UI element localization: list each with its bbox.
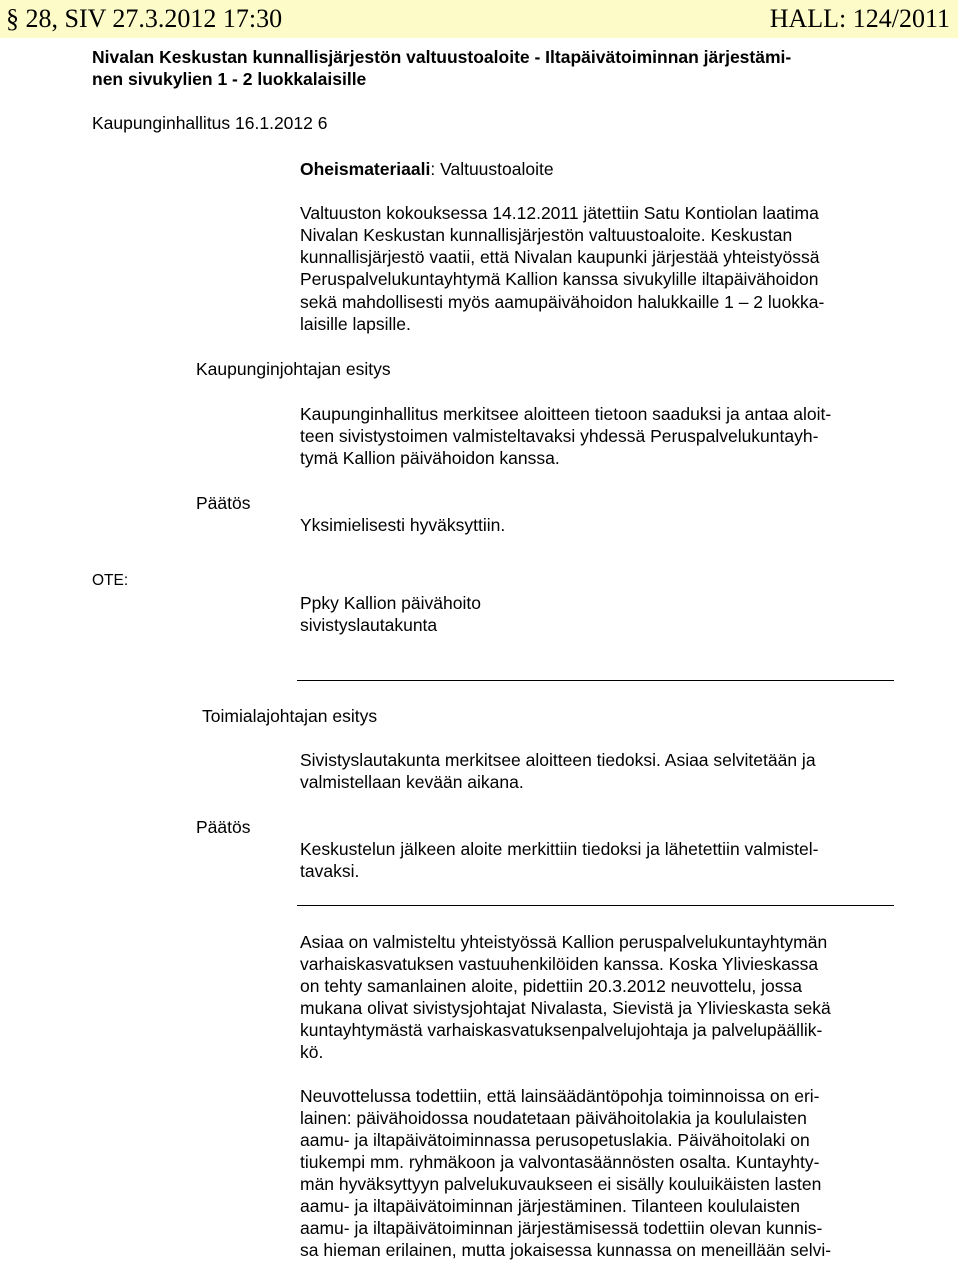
paragraph-line: aamu- ja iltapäivätoiminnan järjestäminen. Tilanteen koululaisten bbox=[300, 1196, 801, 1216]
board-reference: Kaupunginhallitus 16.1.2012 6 bbox=[92, 113, 328, 133]
section-heading bbox=[6, 4, 282, 34]
intro-line: Nivalan Keskustan kunnallisjärjestön valtuustoaloite. Keskustan bbox=[300, 225, 793, 245]
intro-line: Valtuuston kokouksessa 14.12.2011 jätettiin Satu Kontiolan laatima bbox=[300, 203, 819, 223]
extract-recipient: sivistyslautakunta bbox=[300, 615, 438, 635]
section-divider bbox=[297, 905, 894, 906]
title-line-1: Nivalan Keskustan kunnallisjärjestön valtuustoaloite - Iltapäivätoiminnan järjestämi- bbox=[92, 47, 792, 67]
extract-recipient: Ppky Kallion päivähoito bbox=[300, 593, 481, 613]
paragraph-line: kuntayhtymästä varhaiskasvatuksenpalvelujohtaja ja palvelupäällik- bbox=[300, 1020, 823, 1040]
paragraph-line: kö. bbox=[300, 1042, 324, 1062]
paragraph-line: varhaiskasvatuksen vastuuhenkilöiden kanssa. Koska Ylivieskassa bbox=[300, 954, 819, 974]
decision-label: Päätös bbox=[196, 493, 251, 513]
decision-label: Päätös bbox=[196, 817, 251, 837]
section-symbol: § bbox=[6, 4, 19, 33]
paragraph-line: mukana olivat sivistysjohtajat Nivalasta, Sievistä ja Ylivieskasta sekä bbox=[300, 998, 831, 1018]
paragraph-line: tiukempi mm. ryhmäkoon ja valvontasäännösten osalta. Kuntayhty- bbox=[300, 1152, 820, 1172]
intro-line: sekä mahdollisesti myös aamupäivähoidon halukkaille 1 – 2 luokka- bbox=[300, 292, 825, 312]
paragraph-line: aamu- ja iltapäivätoiminnassa perusopetuslakia. Päivähoitolaki on bbox=[300, 1130, 810, 1150]
paragraph-line: män hyväksyttyyn palvelukuvaukseen ei sisälly kouluikäisten lasten bbox=[300, 1174, 822, 1194]
paragraph-line: Neuvottelussa todettiin, että lainsäädäntöpohja toiminnoissa on eri- bbox=[300, 1086, 820, 1106]
section-info: 28, SIV 27.3.2012 17:30 bbox=[25, 4, 283, 33]
title-line-2: nen sivukylien 1 - 2 luokkalaisille bbox=[92, 69, 367, 89]
section-divider bbox=[297, 680, 894, 681]
hall-reference: HALL: 124/2011 bbox=[769, 4, 950, 33]
director-proposal-line: Sivistyslautakunta merkitsee aloitteen tiedoksi. Asiaa selvitetään ja bbox=[300, 750, 816, 770]
paragraph-line: lainen: päivähoidossa noudatetaan päivähoitolakia ja koululaisten bbox=[300, 1108, 807, 1128]
intro-line: Peruspalvelukuntayhtymä Kallion kanssa sivukylille iltapäivähoidon bbox=[300, 269, 819, 289]
attachment-value: : Valtuustoaloite bbox=[430, 159, 554, 179]
paragraph-line: sa hieman erilainen, mutta jokaisessa kunnassa on meneillään selvi- bbox=[300, 1240, 832, 1260]
decision-line: Keskustelun jälkeen aloite merkittiin tiedoksi ja lähetettiin valmistel- bbox=[300, 839, 819, 859]
mayor-proposal-label: Kaupunginjohtajan esitys bbox=[196, 359, 391, 379]
decision-text: Yksimielisesti hyväksyttiin. bbox=[300, 515, 506, 535]
decision-line: tavaksi. bbox=[300, 861, 360, 881]
intro-line: kunnallisjärjestö vaatii, että Nivalan kaupunki järjestää yhteistyössä bbox=[300, 247, 820, 267]
paragraph-line: Asiaa on valmisteltu yhteistyössä Kallion peruspalvelukuntayhtymän bbox=[300, 932, 828, 952]
document-header bbox=[0, 0, 958, 38]
mayor-proposal-line: Kaupunginhallitus merkitsee aloitteen tietoon saaduksi ja antaa aloit- bbox=[300, 404, 832, 424]
mayor-proposal-line: tymä Kallion päivähoidon kanssa. bbox=[300, 448, 560, 468]
attachment-line bbox=[300, 158, 554, 180]
extract-label: OTE: bbox=[92, 572, 129, 589]
mayor-proposal-line: teen sivistystoimen valmisteltavaksi yhdessä Peruspalvelukuntayh- bbox=[300, 426, 819, 446]
director-proposal-label: Toimialajohtajan esitys bbox=[202, 706, 378, 726]
paragraph-line: aamu- ja iltapäivätoiminnan järjestämisessä todettiin olevan kunnis- bbox=[300, 1218, 823, 1238]
paragraph-line: on tehty samanlainen aloite, pidettiin 20.3.2012 neuvottelu, jossa bbox=[300, 976, 803, 996]
director-proposal-line: valmistellaan kevään aikana. bbox=[300, 772, 524, 792]
attachment-label: Oheismateriaali bbox=[300, 159, 431, 179]
intro-line: laisille lapsille. bbox=[300, 314, 411, 334]
